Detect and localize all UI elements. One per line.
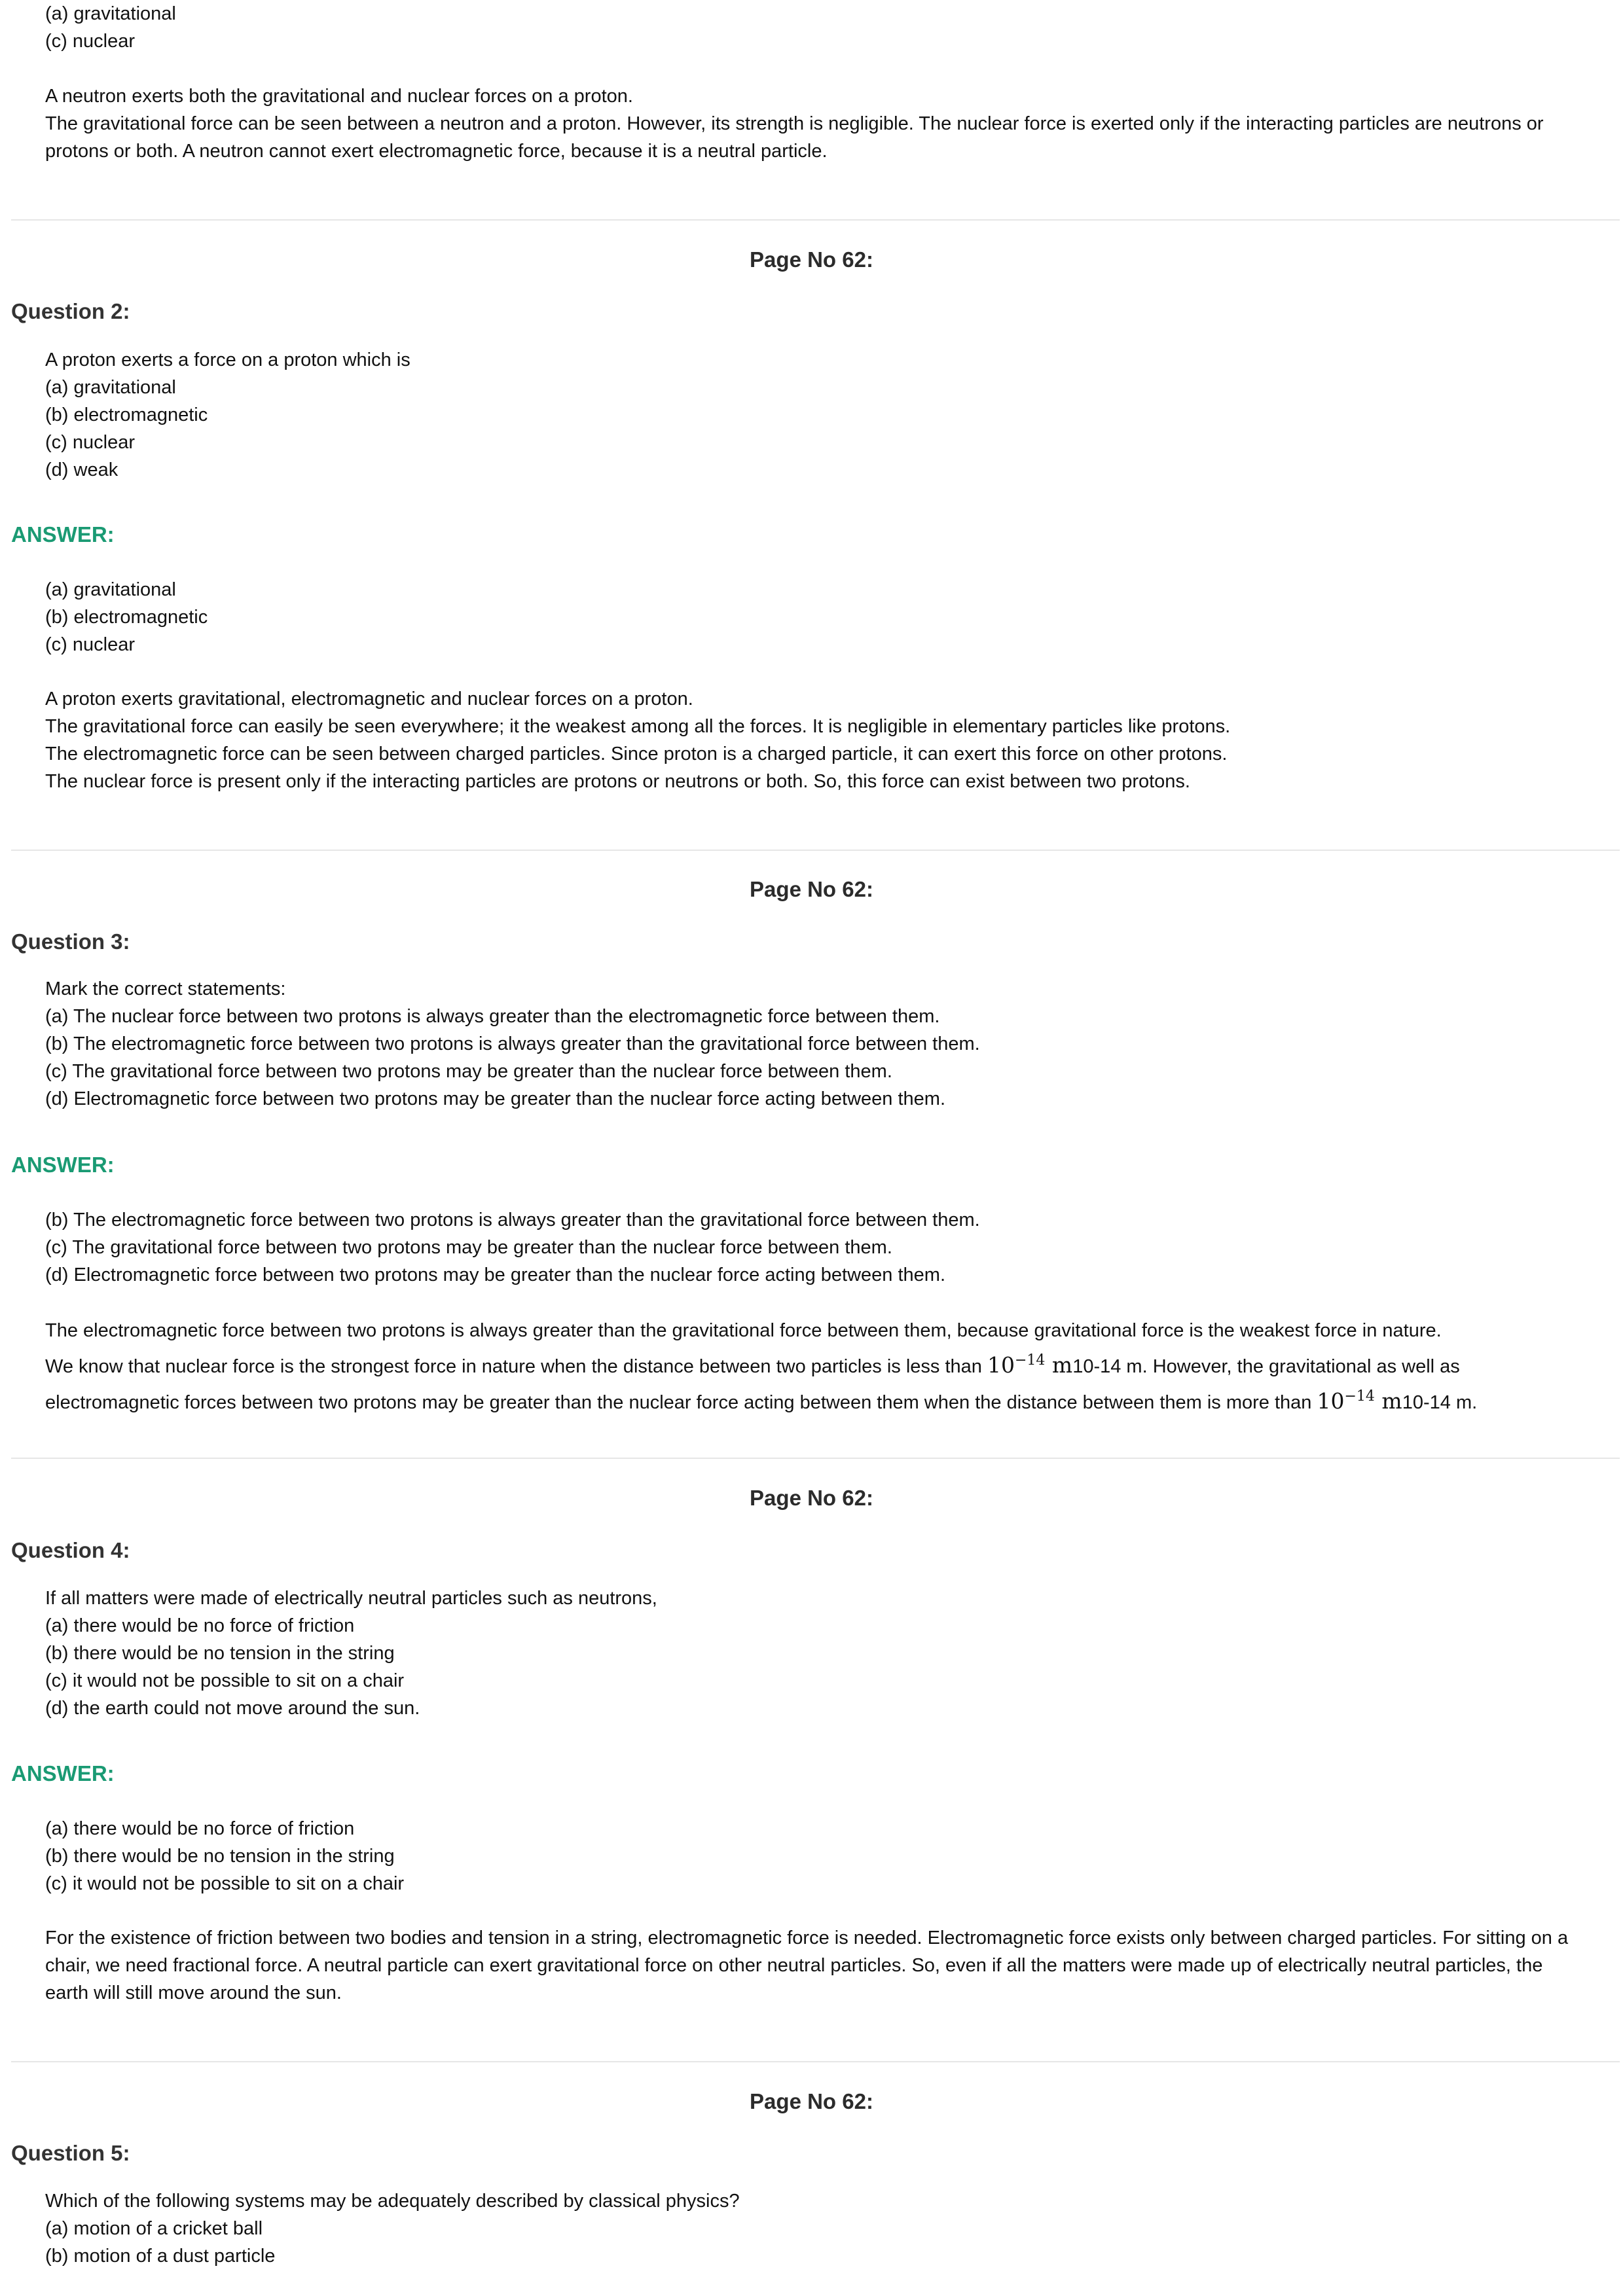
q1-explanation <box>45 82 1577 165</box>
answer-option: (c) it would not be possible to sit on a chair <box>45 1873 405 1894</box>
question-option: (c) The gravitational force between two protons may be greater than the nuclear force between them. <box>45 1061 892 1082</box>
answer-option: (c) nuclear <box>45 634 135 655</box>
answer-option: (d) Electromagnetic force between two protons may be greater than the nuclear force acting between them. <box>45 1265 946 1285</box>
answer-option: (b) The electromagnetic force between two protons is always greater than the gravitational force between them. <box>45 1210 980 1230</box>
explanation-line: The nuclear force is present only if the interacting particles are protons or neutrons or both. So, this force can exist between two protons. <box>45 771 1190 792</box>
section-divider <box>11 2061 1620 2062</box>
answer-heading: ANSWER: <box>11 1761 115 1785</box>
page-number-label: Page No 62: <box>750 877 873 901</box>
explanation-line: The electromagnetic force between two protons is always greater than the gravitational force between them, because gravitational force is the weakest force in nature. <box>45 1320 1442 1341</box>
answer-heading: ANSWER: <box>11 522 115 547</box>
question-4-title: Question 4: <box>11 1538 130 1562</box>
q1-answer-options <box>45 0 1590 55</box>
answer-option: (a) there would be no force of friction <box>45 1818 355 1839</box>
question-3-title: Question 3: <box>11 929 130 954</box>
question-prompt: A proton exerts a force on a proton which is <box>45 350 410 370</box>
explanation-line: A proton exerts gravitational, electromagnetic and nuclear forces on a proton. <box>45 689 693 709</box>
answer-option: (b) there would be no tension in the string <box>45 1846 395 1867</box>
page-number-label: Page No 62: <box>750 1486 873 1510</box>
math-expression: $10^{-14}$ m <box>987 1352 1073 1378</box>
question-option: (a) The nuclear force between two protons is always greater than the electromagnetic force between them. <box>45 1006 940 1027</box>
question-prompt: Mark the correct statements: <box>45 978 286 999</box>
question-option: (b) motion of a dust particle <box>45 2246 276 2267</box>
explanation-line: A neutron exerts both the gravitational and nuclear forces on a proton. <box>45 86 633 107</box>
section-divider <box>11 1458 1620 1459</box>
question-2-title: Question 2: <box>11 299 130 323</box>
page-number-label: Page No 62: <box>750 247 873 272</box>
explanation-line: We know that nuclear force is the strongest force in nature when the distance between two particles is less than $10^{-14}$ m10-14 m. However, the gravitational as well as <box>45 1352 1460 1378</box>
section-divider <box>11 219 1620 221</box>
question-prompt: If all matters were made of electrically neutral particles such as neutrons, <box>45 1588 657 1609</box>
question-prompt: Which of the following systems may be adequately described by classical physics? <box>45 2191 740 2212</box>
question-4-explanation: For the existence of friction between two bodies and tension in a string, electromagnetic force is needed. Electromagnetic force exists only between charged particles. For sitting on a chair, we need fractional force. A neutral particle can exert gravitational force on other neutral particles. So, even if all the matters were made up of electrically neutral particles, the earth will still move around the sun. <box>45 1928 1569 2003</box>
question-5-body <box>45 2187 1590 2270</box>
question-option: (c) it would not be possible to sit on a chair <box>45 1670 405 1691</box>
section-divider <box>11 850 1620 851</box>
page-number-label: Page No 62: <box>750 2089 873 2113</box>
question-2-explanation <box>45 685 1577 795</box>
question-option: (b) The electromagnetic force between two protons is always greater than the gravitational force between them. <box>45 1033 980 1054</box>
explanation-paragraph: The gravitational force can be seen between a neutron and a proton. However, its strength is negligible. The nuclear force is exerted only if the interacting particles are neutrons or protons or both. A neutron cannot exert electromagnetic force, because it is a neutral particle. <box>45 113 1544 162</box>
question-option: (a) gravitational <box>45 377 176 398</box>
question-option: (d) the earth could not move around the sun. <box>45 1698 420 1719</box>
question-option: (d) Electromagnetic force between two protons may be greater than the nuclear force acting between them. <box>45 1088 946 1109</box>
answer-option: (b) electromagnetic <box>45 607 208 628</box>
question-2-answers <box>45 576 1590 658</box>
question-option: (b) electromagnetic <box>45 404 208 425</box>
question-3-answers <box>45 1206 1590 1289</box>
question-4-body <box>45 1585 1590 1722</box>
explanation-line: The gravitational force can easily be seen everywhere; it the weakest among all the forces. It is negligible in elementary particles like protons. <box>45 716 1231 737</box>
question-option: (d) weak <box>45 459 119 480</box>
question-3-explanation <box>45 1316 1577 1418</box>
answer-heading: ANSWER: <box>11 1153 115 1177</box>
question-5-title: Question 5: <box>11 2141 130 2165</box>
math-expression: $10^{-14}$ m <box>1317 1388 1402 1414</box>
answer-option: (a) gravitational <box>45 3 176 24</box>
question-option: (a) there would be no force of friction <box>45 1615 355 1636</box>
answer-option: (c) nuclear <box>45 31 135 52</box>
question-option: (a) motion of a cricket ball <box>45 2218 263 2239</box>
question-option: (b) there would be no tension in the string <box>45 1643 395 1664</box>
question-option: (c) nuclear <box>45 432 135 453</box>
question-2-body <box>45 346 1590 484</box>
explanation-line: electromagnetic forces between two protons may be greater than the nuclear force acting between them when the distance between them is more than $10^{-14}$ m10-14 m. <box>45 1388 1478 1414</box>
question-4-answers <box>45 1815 1590 1897</box>
question-3-body <box>45 975 1590 1113</box>
explanation-line: The electromagnetic force can be seen between charged particles. Since proton is a charged particle, it can exert this force on other protons. <box>45 744 1228 764</box>
answer-option: (c) The gravitational force between two protons may be greater than the nuclear force between them. <box>45 1237 892 1258</box>
answer-option: (a) gravitational <box>45 579 176 600</box>
